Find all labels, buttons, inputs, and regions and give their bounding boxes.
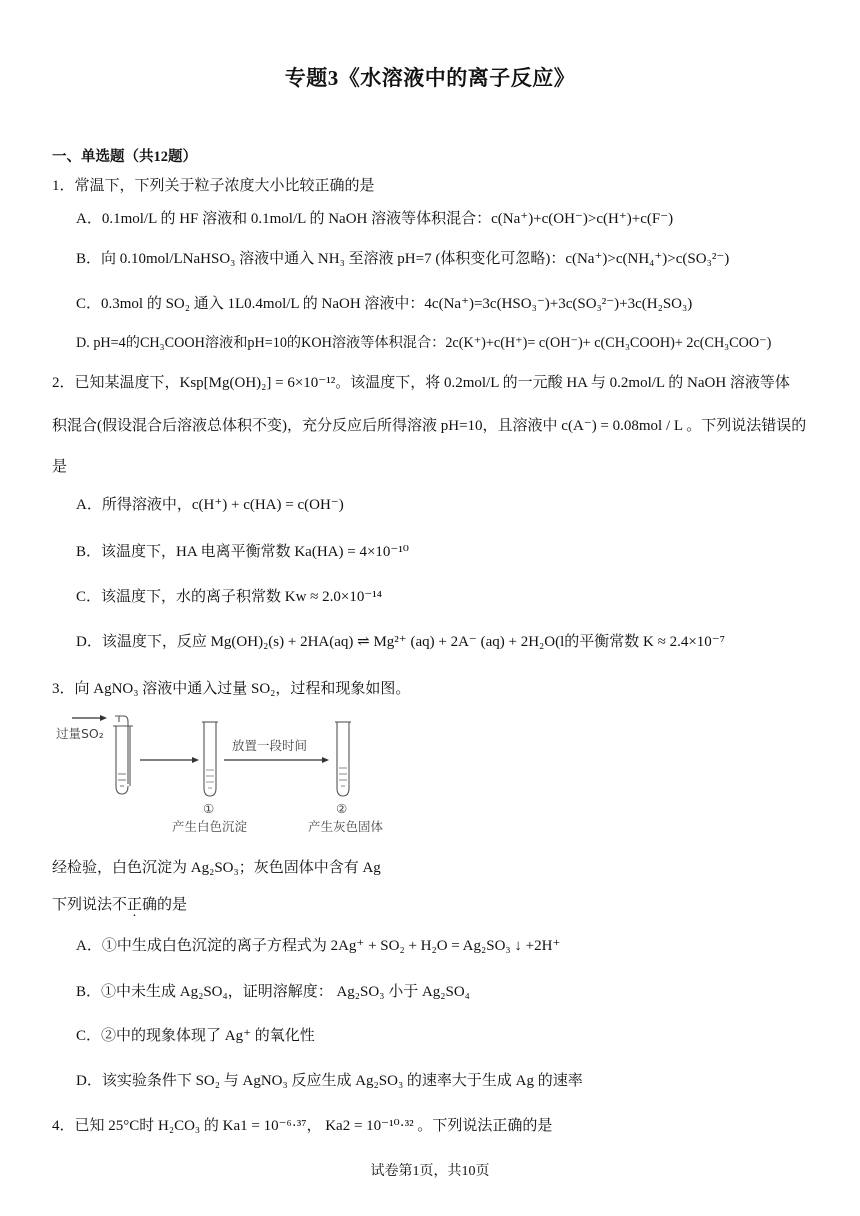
tube1-caption: 产生白色沉淀: [172, 819, 248, 834]
arrow-label: 放置一段时间: [232, 738, 308, 753]
q2-stem-line1: 2．已知某温度下，Ksp[Mg(OH)₂] = 6×10⁻¹²。该温度下，将 0.2mol/L 的一元酸 HA 与 0.2mol/L 的 NaOH 溶液等体: [52, 375, 790, 391]
section-heading: 一、单选题（共12题）: [52, 149, 197, 165]
q3-ask-emphasis: 不正确: [112, 897, 158, 913]
q2-stem-line2: 积混合(假设混合后溶液总体积不变)，充分反应后所得溶液 pH=10，且溶液中 c(A⁻) = 0.08mol / L 。下列说法错误的: [52, 418, 807, 434]
experiment-figure: [52, 712, 412, 837]
test-tube-2: [335, 722, 351, 796]
q4-stem: 4．已知 25°C时 H₂CO₃ 的 Ka1 = 10⁻⁶·³⁷， Ka2 = 10⁻¹⁰·³² 。下列说法正确的是: [52, 1118, 553, 1134]
process-arrowhead-1: [192, 757, 199, 763]
tube1-number: ①: [203, 801, 215, 816]
q3-ask-post: 的是: [157, 897, 188, 913]
q3-option-a: A．①中生成白色沉淀的离子方程式为 2Ag⁺ + SO₂ + H₂O = Ag₂SO₃ ↓ +2H⁺: [76, 938, 561, 954]
q1-option-b: B．向 0.10mol/LNaHSO₃ 溶液中通入 NH₃ 至溶液 pH=7 (体积变化可忽略)：c(Na⁺)>c(NH₄⁺)>c(SO₃²⁻): [76, 251, 730, 267]
q3-ask: [52, 893, 187, 914]
q2-stem-line3: 是: [52, 459, 68, 475]
q3-stem: 3．向 AgNO₃ 溶液中通入过量 SO₂，过程和现象如图。: [52, 681, 411, 697]
gas-arrowhead: [100, 715, 107, 721]
q3-ask-pre: 下列说法: [52, 897, 113, 913]
process-arrowhead-2: [322, 757, 329, 763]
q1-option-a: A．0.1mol/L 的 HF 溶液和 0.1mol/L 的 NaOH 溶液等体积混合：c(Na⁺)+c(OH⁻)>c(H⁺)+c(F⁻): [76, 211, 674, 227]
test-tube-start: [113, 716, 133, 794]
tube2-number: ②: [336, 801, 348, 816]
test-tube-1: [202, 722, 218, 796]
q2-option-a: A．所得溶液中，c(H⁺) + c(HA) = c(OH⁻): [76, 497, 344, 513]
q2-option-d: D．该温度下，反应 Mg(OH)₂(s) + 2HA(aq) ⇌ Mg²⁺ (aq) + 2A⁻ (aq) + 2H₂O(l的平衡常数 K ≈ 2.4×10⁻⁷: [76, 634, 725, 650]
q1-stem: 1．常温下，下列关于粒子浓度大小比较正确的是: [52, 178, 375, 194]
page-title: 专题3《水溶液中的离子反应》: [284, 66, 576, 90]
tube2-caption: 产生灰色固体: [308, 819, 384, 834]
q3-option-b: B．①中未生成 Ag₂SO₄，证明溶解度： Ag₂SO₃ 小于 Ag₂SO₄: [76, 984, 470, 1000]
page-footer: 试卷第1页，共10页: [370, 1164, 490, 1179]
q2-option-c: C．该温度下，水的离子积常数 Kw ≈ 2.0×10⁻¹⁴: [76, 589, 383, 605]
q1-option-d: D. pH=4的CH₃COOH溶液和pH=10的KOH溶液等体积混合：2c(K⁺)+c(H⁺)= c(OH⁻)+ c(CH₃COOH)+ 2c(CH₃COO⁻): [76, 335, 772, 351]
q3-note: 经检验，白色沉淀为 Ag₂SO₃；灰色固体中含有 Ag: [52, 860, 381, 876]
q2-option-b: B．该温度下，HA 电离平衡常数 Ka(HA) = 4×10⁻¹⁰: [76, 544, 409, 560]
q3-option-c: C．②中的现象体现了 Ag⁺ 的氧化性: [76, 1028, 315, 1044]
q3-option-d: D．该实验条件下 SO₂ 与 AgNO₃ 反应生成 Ag₂SO₃ 的速率大于生成 Ag 的速率: [76, 1073, 583, 1089]
gas-label: 过量SO₂: [56, 726, 104, 741]
q1-option-c: C．0.3mol 的 SO₂ 通入 1L0.4mol/L 的 NaOH 溶液中：4c(Na⁺)=3c(HSO₃⁻)+3c(SO₃²⁻)+3c(H₂SO₃): [76, 296, 693, 312]
